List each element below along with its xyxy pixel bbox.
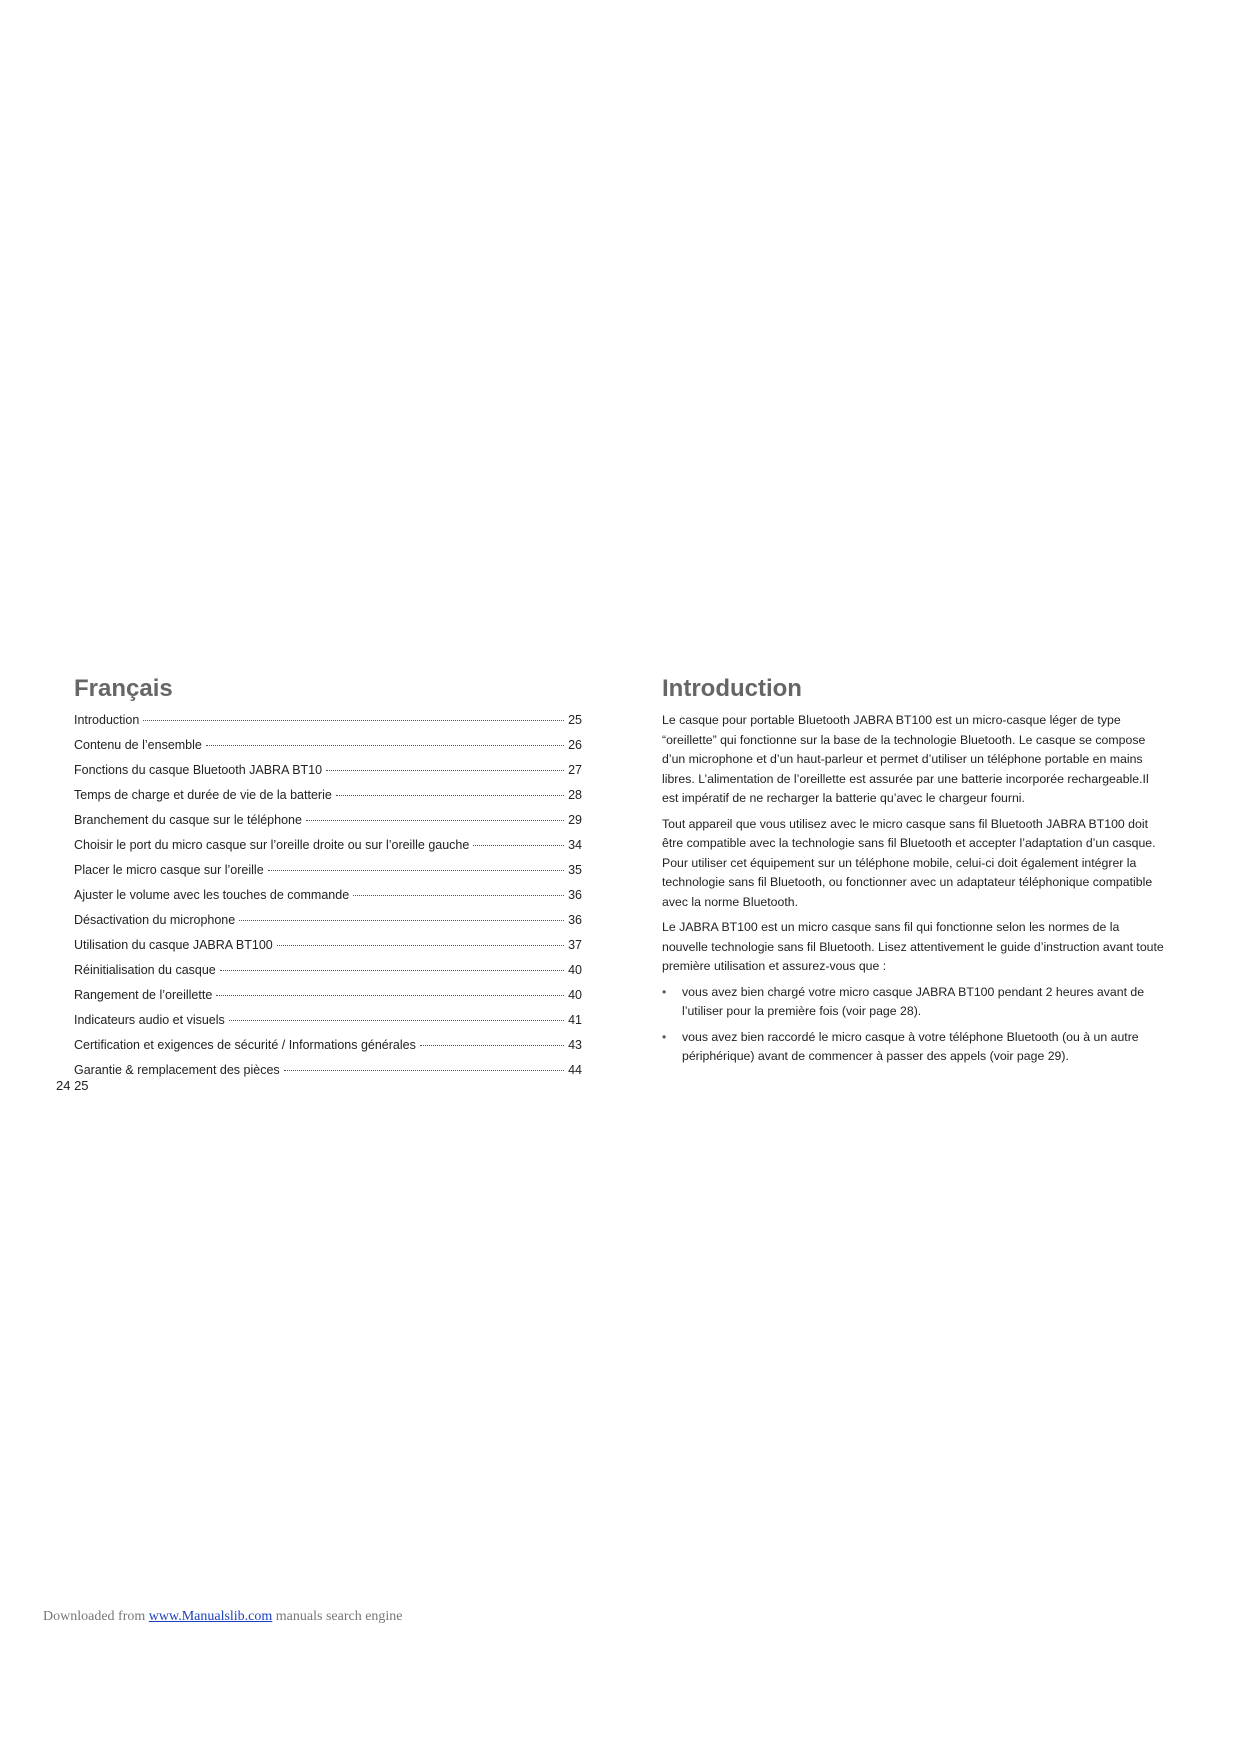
toc-entry-page: 40 <box>568 963 582 977</box>
download-footer <box>43 1609 403 1625</box>
toc-leader-dots <box>229 1020 564 1021</box>
toc-leader-dots <box>420 1045 564 1046</box>
toc-leader-dots <box>268 870 564 871</box>
toc-leader-dots <box>326 770 564 771</box>
toc-entry-label: Fonctions du casque Bluetooth JABRA BT10 <box>74 763 323 777</box>
bullet-icon: • <box>662 1029 667 1044</box>
bullet-text: vous avez bien chargé votre micro casque JABRA BT100 pendant 2 heures avant de l’utiliser pour la première fois (voir page 28). <box>682 984 1145 1018</box>
toc-entry-page: 44 <box>568 1063 582 1077</box>
toc-title: Français <box>74 675 173 702</box>
toc-entry-page: 34 <box>568 838 582 852</box>
toc-entry-label: Utilisation du casque JABRA BT100 <box>74 938 273 952</box>
toc-entry-page: 25 <box>568 713 582 727</box>
footer-prefix: Downloaded from <box>43 1609 149 1624</box>
toc-entry[interactable] <box>74 836 582 861</box>
bullet-icon: • <box>662 984 667 999</box>
toc-entry-page: 29 <box>568 813 582 827</box>
toc-entry-label: Indicateurs audio et visuels <box>74 1013 225 1027</box>
toc-entry-label: Placer le micro casque sur l’oreille <box>74 863 264 877</box>
intro-paragraph: Le JABRA BT100 est un micro casque sans fil qui fonctionne selon les normes de la nouvelle technologie sans fil Bluetooth. Lisez attentivement le guide d’instruction avant toute première utilisation et assurez-vous que : <box>662 920 1164 973</box>
toc-entry-label: Certification et exigences de sécurité / Informations générales <box>74 1038 416 1052</box>
toc-leader-dots <box>277 945 564 946</box>
bullet-item <box>662 983 1168 1022</box>
toc-entry[interactable] <box>74 736 582 761</box>
toc-entry-label: Choisir le port du micro casque sur l’oreille droite ou sur l’oreille gauche <box>74 838 470 852</box>
toc-list <box>74 711 582 1086</box>
toc-leader-dots <box>473 845 564 846</box>
toc-entry-page: 26 <box>568 738 582 752</box>
toc-entry-page: 36 <box>568 913 582 927</box>
toc-entry[interactable] <box>74 1061 582 1086</box>
toc-entry-page: 37 <box>568 938 582 952</box>
toc-entry[interactable] <box>74 761 582 786</box>
toc-leader-dots <box>143 720 564 721</box>
toc-entry-label: Rangement de l’oreillette <box>74 988 213 1002</box>
bullet-item <box>662 1028 1168 1067</box>
toc-entry-page: 40 <box>568 988 582 1002</box>
toc-entry[interactable] <box>74 961 582 986</box>
intro-paragraph: Le casque pour portable Bluetooth JABRA BT100 est un micro-casque léger de type “oreillette” qui fonctionne sur la base de la technologie Bluetooth. Le casque se compose d’un microphone et d’un haut-parleur et permet d’utiliser un téléphone portable en mains libres. L’alimentation de l’oreillette est assurée par une batterie incorporée rechargeable.Il est impératif de ne recharger la batterie qu’avec le chargeur fourni. <box>662 713 1149 805</box>
toc-entry-page: 43 <box>568 1038 582 1052</box>
toc-entry-page: 36 <box>568 888 582 902</box>
toc-entry-page: 28 <box>568 788 582 802</box>
toc-entry[interactable] <box>74 786 582 811</box>
introduction-section <box>662 673 1168 1073</box>
toc-entry[interactable] <box>74 861 582 886</box>
toc-entry-label: Branchement du casque sur le téléphone <box>74 813 302 827</box>
toc-entry[interactable] <box>74 986 582 1011</box>
manualslib-link[interactable]: www.Manualslib.com <box>148 1609 273 1624</box>
toc-entry[interactable] <box>74 936 582 961</box>
intro-bullet-list <box>662 983 1168 1067</box>
toc-entry-label: Temps de charge et durée de vie de la batterie <box>74 788 332 802</box>
toc-entry-label: Contenu de l’ensemble <box>74 738 202 752</box>
toc-entry[interactable] <box>74 886 582 911</box>
toc-entry[interactable] <box>74 711 582 736</box>
toc-leader-dots <box>220 970 564 971</box>
toc-entry-label: Ajuster le volume avec les touches de commande <box>74 888 350 902</box>
table-of-contents <box>74 673 582 1086</box>
toc-entry[interactable] <box>74 1036 582 1061</box>
bullet-text: vous avez bien raccordé le micro casque à votre téléphone Bluetooth (ou à un autre périphérique) avant de commencer à passer des appels (voir page 29). <box>682 1029 1139 1063</box>
page-numbers: 24 25 <box>56 1078 89 1093</box>
toc-leader-dots <box>336 795 564 796</box>
intro-paragraph: Tout appareil que vous utilisez avec le micro casque sans fil Bluetooth JABRA BT100 doit être compatible avec la technologie sans fil Bluetooth et accepter l’adaptation d’un casque. Pour utiliser cet équipement sur un téléphone mobile, celui-ci doit également intégrer la technologie sans fil Bluetooth, ou fonctionner avec un adaptateur téléphonique compatible avec la norme Bluetooth. <box>662 816 1156 909</box>
toc-entry[interactable] <box>74 911 582 936</box>
toc-leader-dots <box>284 1070 564 1071</box>
toc-leader-dots <box>216 995 564 996</box>
introduction-title: Introduction <box>662 675 802 702</box>
footer-suffix: manuals search engine <box>272 1609 403 1624</box>
toc-leader-dots <box>353 895 564 896</box>
introduction-body <box>662 711 1168 977</box>
toc-entry-label: Introduction <box>74 713 140 727</box>
toc-entry-label: Désactivation du microphone <box>74 913 236 927</box>
toc-entry-label: Réinitialisation du casque <box>74 963 216 977</box>
toc-entry[interactable] <box>74 1011 582 1036</box>
toc-entry-page: 35 <box>568 863 582 877</box>
toc-leader-dots <box>306 820 564 821</box>
toc-entry-page: 41 <box>568 1013 582 1027</box>
toc-entry-page: 27 <box>568 763 582 777</box>
toc-entry-label: Garantie & remplacement des pièces <box>74 1063 280 1077</box>
toc-leader-dots <box>206 745 564 746</box>
toc-leader-dots <box>239 920 564 921</box>
toc-entry[interactable] <box>74 811 582 836</box>
